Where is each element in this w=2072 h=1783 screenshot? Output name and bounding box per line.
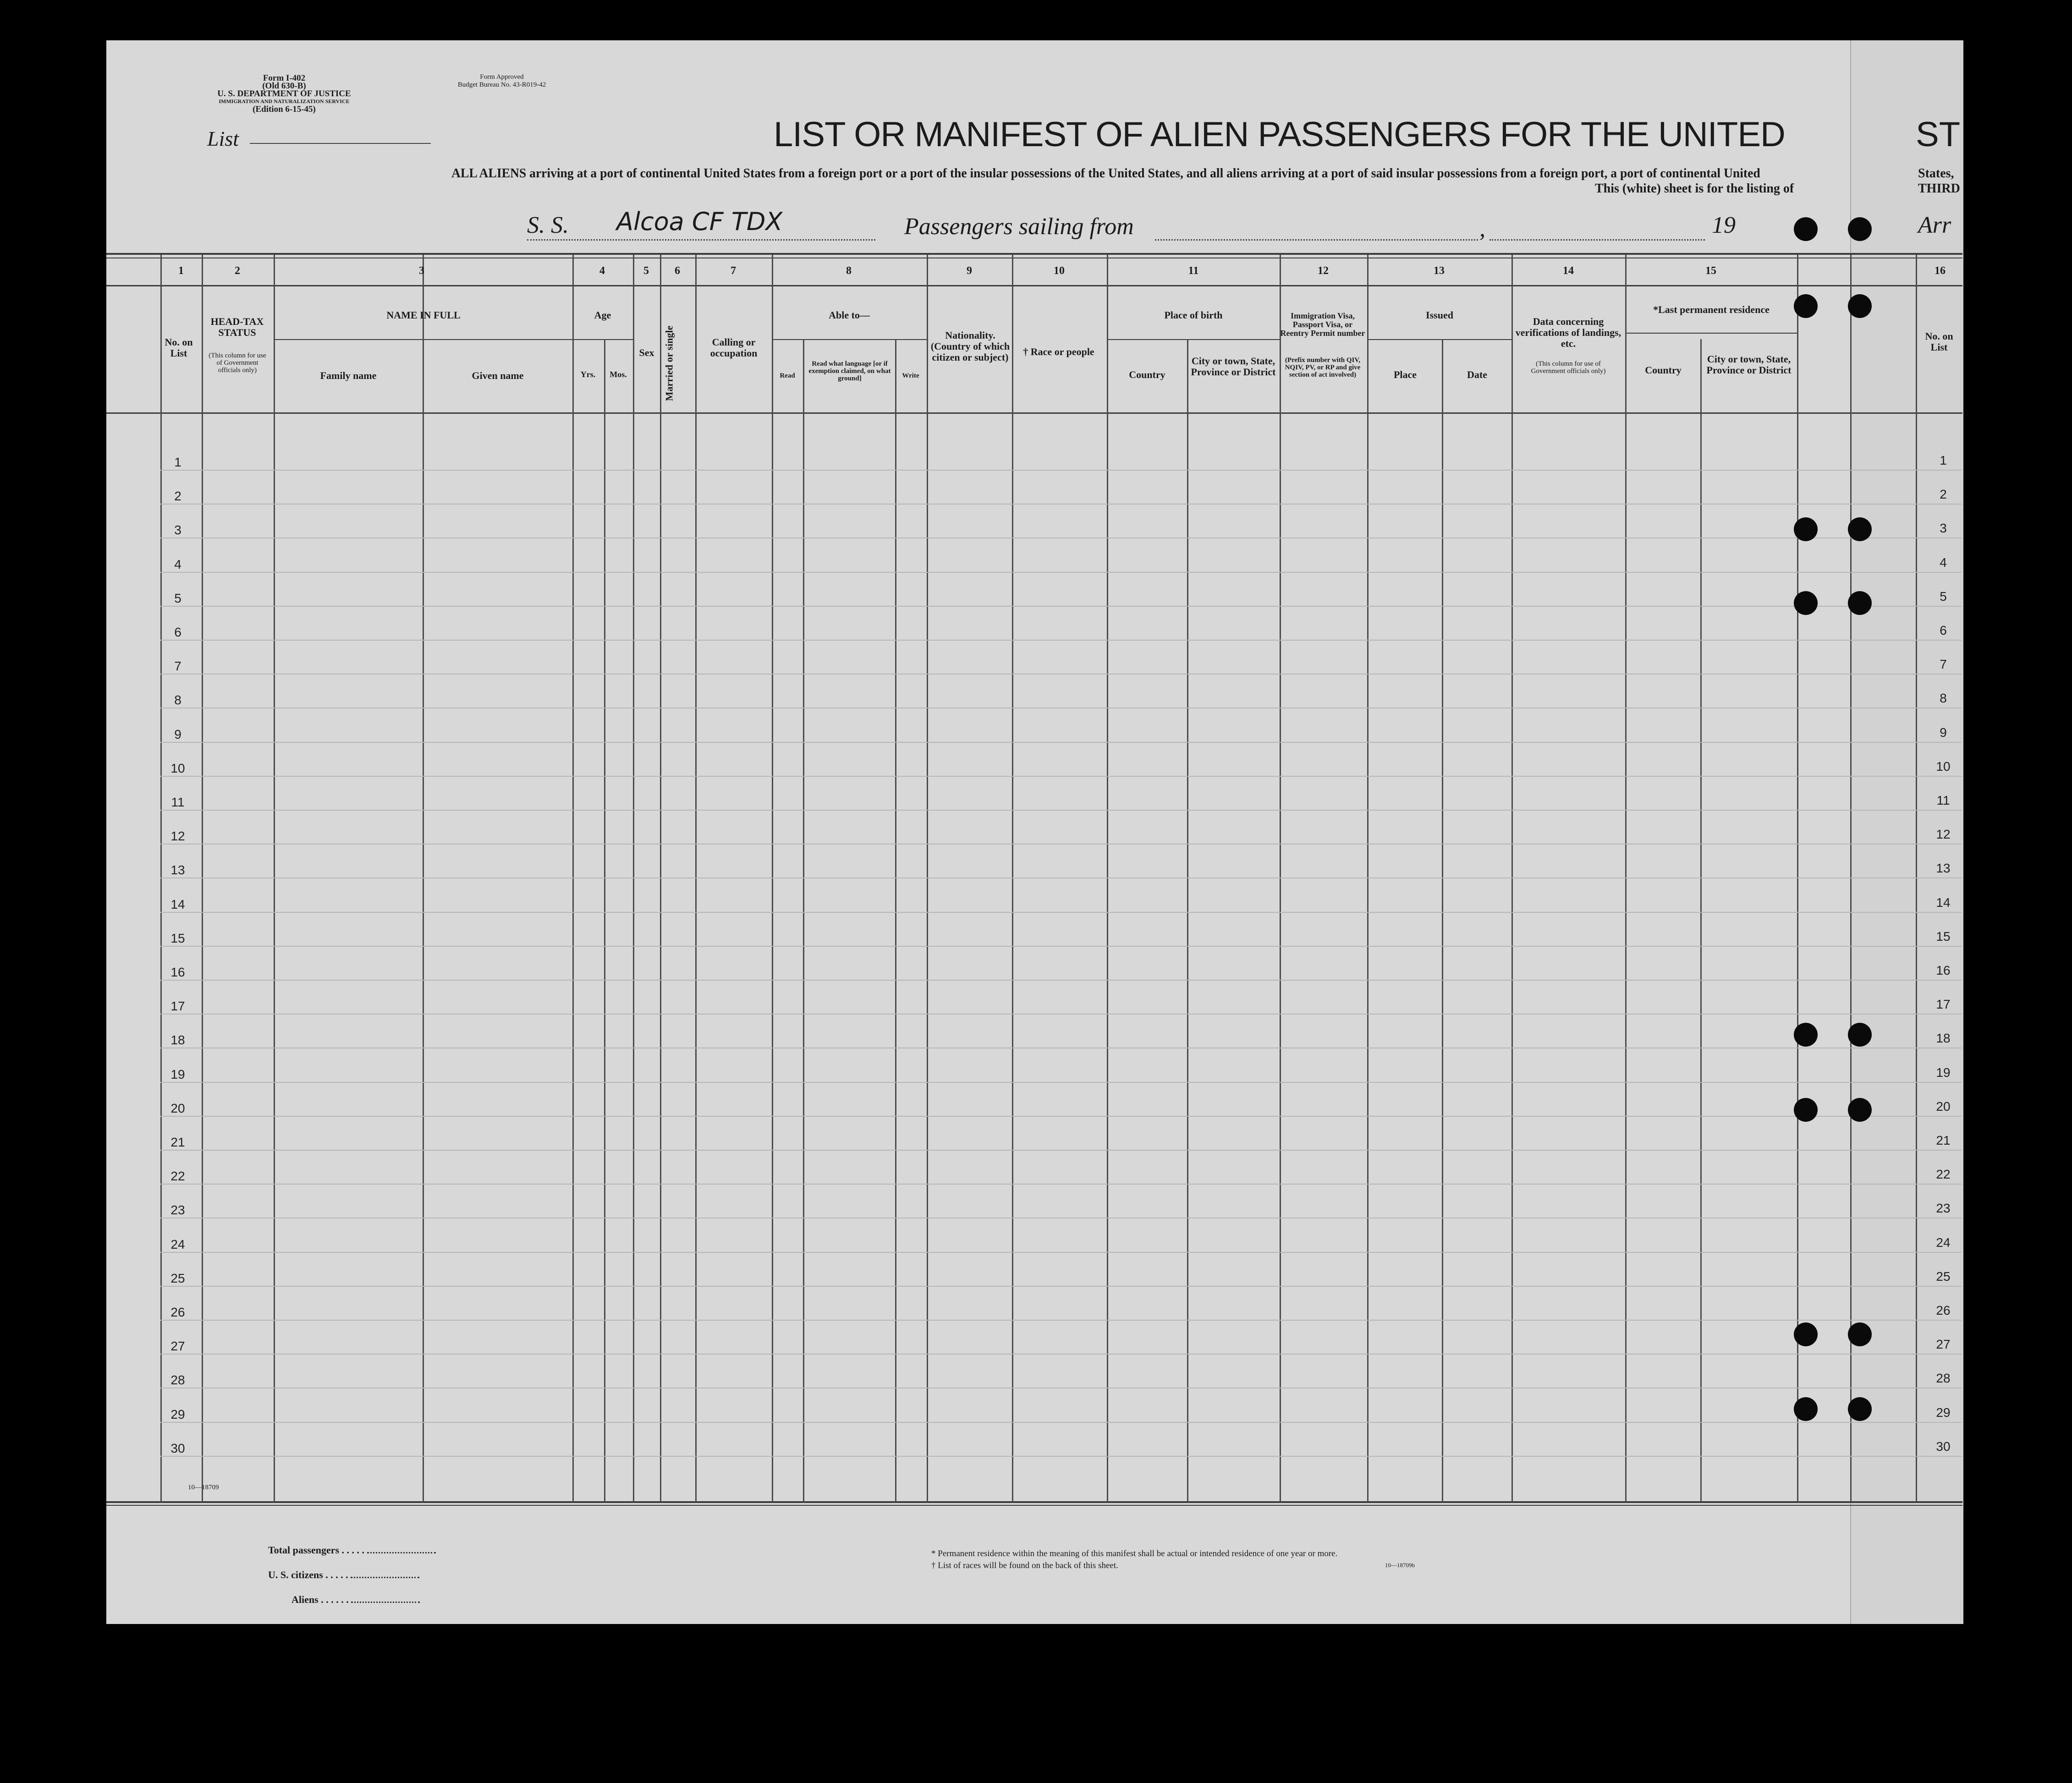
row-number: 7 xyxy=(174,659,181,674)
row-line xyxy=(160,1150,1962,1151)
row-line xyxy=(160,1252,1962,1253)
punch-hole xyxy=(1848,1023,1872,1047)
able-subheader-line xyxy=(772,339,927,340)
flap-header-no-on-list: No. on List xyxy=(1925,330,1953,353)
column-number-row-border xyxy=(106,285,1962,286)
header-able-to: Able to— xyxy=(829,309,870,321)
row-number: 4 xyxy=(174,557,181,571)
header-calling: Calling or occupation xyxy=(710,336,758,359)
row-number: 17 xyxy=(170,999,185,1014)
column-number: 8 xyxy=(846,265,852,277)
row-number: 10 xyxy=(170,761,185,775)
page-title-continued: ST xyxy=(1916,115,1961,154)
header-visa: Immigration Visa, Passport Visa, or Reentry Permit number xyxy=(1280,311,1365,338)
column-number: 16 xyxy=(1935,265,1946,277)
dot-leader: . . . . . xyxy=(341,1544,367,1556)
issued-subheader-line xyxy=(1367,339,1511,340)
row-number: 16 xyxy=(170,965,185,979)
header-age: Age xyxy=(594,309,611,321)
flap-row-number: 18 xyxy=(1936,1031,1951,1046)
row-number: 28 xyxy=(170,1373,185,1388)
flap-row-number: 3 xyxy=(1940,521,1947,536)
punch-hole xyxy=(1794,1098,1818,1122)
sailing-date-line[interactable] xyxy=(1489,239,1705,241)
header-mos: Mos. xyxy=(610,370,627,379)
header-data-concerning: Data concerning verifications of landings, etc. xyxy=(1515,316,1621,349)
column-number: 9 xyxy=(967,265,972,277)
birth-subheader-line xyxy=(1107,339,1280,340)
flap-row-number: 23 xyxy=(1936,1201,1951,1216)
row-number: 30 xyxy=(170,1441,185,1455)
column-number: 7 xyxy=(731,265,736,277)
header-married-single: Married or single xyxy=(663,325,675,401)
header-last-residence: *Last permanent residence xyxy=(1653,304,1770,315)
flap-row-number: 22 xyxy=(1936,1167,1951,1182)
aliens-label: Aliens xyxy=(291,1594,319,1605)
row-number: 19 xyxy=(170,1067,185,1081)
age-subheader-line xyxy=(572,339,633,340)
row-number: 25 xyxy=(170,1271,185,1285)
flap-row-number: 26 xyxy=(1936,1303,1951,1317)
row-line xyxy=(160,1422,1962,1423)
row-line xyxy=(160,1286,1962,1287)
us-citizens-label: U. S. citizens xyxy=(268,1569,323,1580)
row-line xyxy=(160,606,1962,607)
total-passengers-label: Total passengers xyxy=(268,1544,340,1556)
row-number: 1 xyxy=(174,455,181,469)
table-top-border xyxy=(106,253,1962,255)
row-line xyxy=(160,980,1962,981)
flap-row-number: 17 xyxy=(1936,997,1951,1012)
column-number: 4 xyxy=(599,265,605,277)
column-line xyxy=(803,339,804,1502)
punch-hole xyxy=(1794,294,1818,318)
column-number: 14 xyxy=(1563,265,1574,277)
row-number: 21 xyxy=(170,1135,185,1149)
column-number: 1 xyxy=(178,265,184,277)
header-issued-date: Date xyxy=(1467,369,1487,380)
row-line xyxy=(160,1184,1962,1185)
flap-arriving: Arr xyxy=(1918,212,1951,238)
budget-number: Budget Bureau No. 43-R019-42 xyxy=(457,81,546,88)
punch-hole xyxy=(1794,217,1818,241)
form-service: IMMIGRATION AND NATURALIZATION SERVICE xyxy=(219,98,350,104)
row-number: 26 xyxy=(170,1305,185,1319)
header-yrs: Yrs. xyxy=(580,370,596,379)
row-line xyxy=(160,572,1962,573)
row-line xyxy=(160,1082,1962,1083)
row-number: 8 xyxy=(174,693,181,708)
column-line xyxy=(895,339,896,1502)
year-prefix: 19 xyxy=(1712,212,1736,238)
header-birth-city: City or town, State, Province or District xyxy=(1191,355,1276,378)
form-department: U. S. DEPARTMENT OF JUSTICE xyxy=(217,89,351,99)
flap-row-number: 24 xyxy=(1936,1235,1951,1250)
comma: , xyxy=(1479,216,1485,242)
form-number: Form I-402 xyxy=(263,73,306,83)
column-number: 12 xyxy=(1318,265,1329,277)
footnote-races: † List of races will be found on the back of this sheet. xyxy=(931,1561,1118,1570)
row-number: 2 xyxy=(174,489,181,504)
flap-row-number: 19 xyxy=(1936,1065,1951,1080)
flap-row-number: 5 xyxy=(1940,589,1947,603)
print-code-2: 10—18709b xyxy=(1385,1562,1415,1569)
header-bottom-border xyxy=(106,412,1962,414)
aliens-field[interactable] xyxy=(351,1602,420,1603)
table-bottom-border-2 xyxy=(106,1505,1962,1506)
punch-hole xyxy=(1848,1322,1872,1346)
ship-prefix: S. S. xyxy=(527,212,569,238)
punch-hole xyxy=(1848,1098,1872,1122)
row-line xyxy=(160,470,1962,471)
header-issued: Issued xyxy=(1426,309,1453,321)
row-number: 24 xyxy=(170,1237,185,1251)
header-birth-country: Country xyxy=(1129,369,1165,380)
punch-hole xyxy=(1794,1322,1818,1346)
flap-row-number: 28 xyxy=(1936,1371,1951,1386)
flap-row-number: 6 xyxy=(1940,623,1947,637)
row-line xyxy=(160,1354,1962,1355)
flap-row-number: 7 xyxy=(1940,657,1947,672)
total-passengers-field[interactable] xyxy=(367,1552,436,1553)
form-id-block xyxy=(197,74,371,113)
row-number: 6 xyxy=(174,625,181,639)
column-line xyxy=(1442,339,1443,1502)
form-approved: Form Approved xyxy=(480,73,524,81)
flap-row-number: 27 xyxy=(1936,1337,1951,1352)
column-number: 5 xyxy=(643,265,649,277)
flap-row-number: 4 xyxy=(1940,555,1947,570)
column-line xyxy=(604,339,605,1502)
form-edition: (Edition 6-15-45) xyxy=(253,104,316,114)
header-residence-city: City or town, State, Province or District xyxy=(1706,353,1792,376)
header-place-of-birth: Place of birth xyxy=(1164,309,1223,321)
footer-total-passengers xyxy=(268,1544,436,1556)
flap-row-number: 25 xyxy=(1936,1269,1951,1284)
punch-hole xyxy=(1848,217,1872,241)
punch-hole xyxy=(1794,1397,1818,1421)
row-number: 13 xyxy=(170,863,185,878)
row-number: 22 xyxy=(170,1169,185,1184)
row-line xyxy=(160,1456,1962,1457)
header-read-language: Read what language [or if exemption claimed, on what ground] xyxy=(808,360,891,382)
header-no-on-list: No. on List xyxy=(165,336,193,359)
punch-hole xyxy=(1848,294,1872,318)
punch-hole xyxy=(1794,517,1818,541)
flap-row-number: 21 xyxy=(1936,1133,1951,1147)
row-line xyxy=(160,674,1962,675)
row-line xyxy=(160,946,1962,947)
footnote-residence: * Permanent residence within the meaning of this manifest shall be actual or intended residence of one year or more. xyxy=(931,1549,1338,1558)
dot-leader: . . . . . . xyxy=(321,1594,352,1605)
header-head-tax-note: (This column for use of Government officials only) xyxy=(209,352,266,374)
header-given-name: Given name xyxy=(472,370,524,381)
list-label: List xyxy=(207,127,239,150)
form-old-number: (Old 630-B) xyxy=(262,81,306,91)
punch-hole xyxy=(1848,591,1872,615)
row-number: 5 xyxy=(174,591,181,605)
print-code: 10—18709 xyxy=(188,1484,219,1491)
column-number: 15 xyxy=(1705,265,1716,277)
header-read: Read xyxy=(780,372,795,379)
row-line xyxy=(160,1320,1962,1321)
row-number: 14 xyxy=(170,897,185,911)
header-sex: Sex xyxy=(639,347,654,358)
ship-name-line xyxy=(527,239,875,241)
table-bottom-border xyxy=(106,1501,1962,1503)
us-citizens-field[interactable] xyxy=(351,1577,419,1578)
header-nationality: Nationality. (Country of which citizen or subject) xyxy=(930,329,1010,363)
punch-hole xyxy=(1848,1397,1872,1421)
row-number: 23 xyxy=(170,1203,185,1218)
sailing-from-port-line[interactable] xyxy=(1155,239,1478,241)
header-data-note: (This column for use of Government officials only) xyxy=(1531,360,1606,375)
row-line xyxy=(160,1014,1962,1015)
punch-hole xyxy=(1794,591,1818,615)
footer-aliens xyxy=(291,1594,420,1606)
subtitle-line1: ALL ALIENS arriving at a port of continental United States from a foreign port or a port of the insular possessions of the United States, and all aliens arriving at a port of said insular possessions from a foreign port, a port of continental United xyxy=(451,166,1760,181)
row-number: 27 xyxy=(170,1339,185,1354)
residence-subheader-line xyxy=(1625,333,1797,334)
list-number-line[interactable] xyxy=(250,143,431,144)
flap-row-number: 11 xyxy=(1936,793,1950,807)
page-title: LIST OR MANIFEST OF ALIEN PASSENGERS FOR THE UNITED xyxy=(774,115,1785,154)
dot-leader: . . . . . xyxy=(325,1569,351,1580)
column-number: 13 xyxy=(1434,265,1445,277)
column-number: 6 xyxy=(675,265,680,277)
row-line xyxy=(160,844,1962,845)
header-head-tax: HEAD-TAX STATUS xyxy=(210,316,264,338)
header-race: † Race or people xyxy=(1023,346,1094,357)
column-line xyxy=(1187,339,1188,1502)
flap-row-number: 20 xyxy=(1936,1099,1951,1114)
column-number: 10 xyxy=(1054,265,1065,277)
column-number: 11 xyxy=(1188,265,1199,277)
header-residence-country: Country xyxy=(1645,364,1682,376)
row-line xyxy=(160,912,1962,913)
row-line xyxy=(160,640,1962,641)
column-line xyxy=(1700,339,1702,1502)
row-line xyxy=(160,742,1962,743)
flap-row-number: 9 xyxy=(1940,725,1947,740)
flap-row-number: 15 xyxy=(1936,929,1951,944)
row-number: 18 xyxy=(170,1033,185,1048)
header-visa-note: (Prefix number with QIV, NQIV, PV, or RP and give section of act involved) xyxy=(1285,357,1361,379)
row-number: 12 xyxy=(170,829,185,844)
row-number: 29 xyxy=(170,1407,185,1421)
column-number: 3 xyxy=(419,265,424,277)
header-issued-place: Place xyxy=(1393,369,1417,380)
row-number: 11 xyxy=(171,795,185,809)
row-number: 15 xyxy=(170,931,185,945)
row-line xyxy=(160,504,1962,505)
flap-row-number: 8 xyxy=(1940,691,1947,706)
subtitle-line2: This (white) sheet is for the listing of xyxy=(1595,181,1794,196)
header-write: Write xyxy=(902,372,919,379)
flap-row-number: 30 xyxy=(1936,1439,1951,1454)
sailing-from-label: Passengers sailing from xyxy=(904,214,1134,240)
row-line xyxy=(160,776,1962,777)
flap-row-number: 1 xyxy=(1940,453,1947,467)
row-line xyxy=(160,810,1962,811)
flap-row-number: 16 xyxy=(1936,963,1951,977)
flap-row-number: 13 xyxy=(1936,861,1951,876)
ship-name-handwritten[interactable]: Alcoa CF TDX xyxy=(616,207,783,236)
form-approval xyxy=(426,73,577,89)
punch-hole xyxy=(1848,517,1872,541)
manifest-sheet xyxy=(106,40,1961,1624)
flap-row-number: 29 xyxy=(1936,1405,1951,1420)
punch-hole xyxy=(1794,1023,1818,1047)
flap-row-number: 12 xyxy=(1936,827,1951,842)
row-number: 20 xyxy=(170,1101,185,1115)
flap-row-number: 10 xyxy=(1936,759,1951,774)
footer-us-citizens xyxy=(268,1569,419,1581)
header-name-in-full: NAME IN FULL xyxy=(386,309,461,321)
header-family-name: Family name xyxy=(320,370,377,381)
row-number: 3 xyxy=(174,523,181,538)
row-line xyxy=(160,1116,1962,1117)
column-number: 2 xyxy=(235,265,240,277)
flap-subtitle-2: THIRD xyxy=(1918,181,1960,196)
flap-row-number: 14 xyxy=(1936,895,1951,910)
row-number: 9 xyxy=(174,727,181,741)
flap-row-number: 2 xyxy=(1940,487,1947,502)
flap-subtitle-1: States, xyxy=(1918,166,1954,181)
